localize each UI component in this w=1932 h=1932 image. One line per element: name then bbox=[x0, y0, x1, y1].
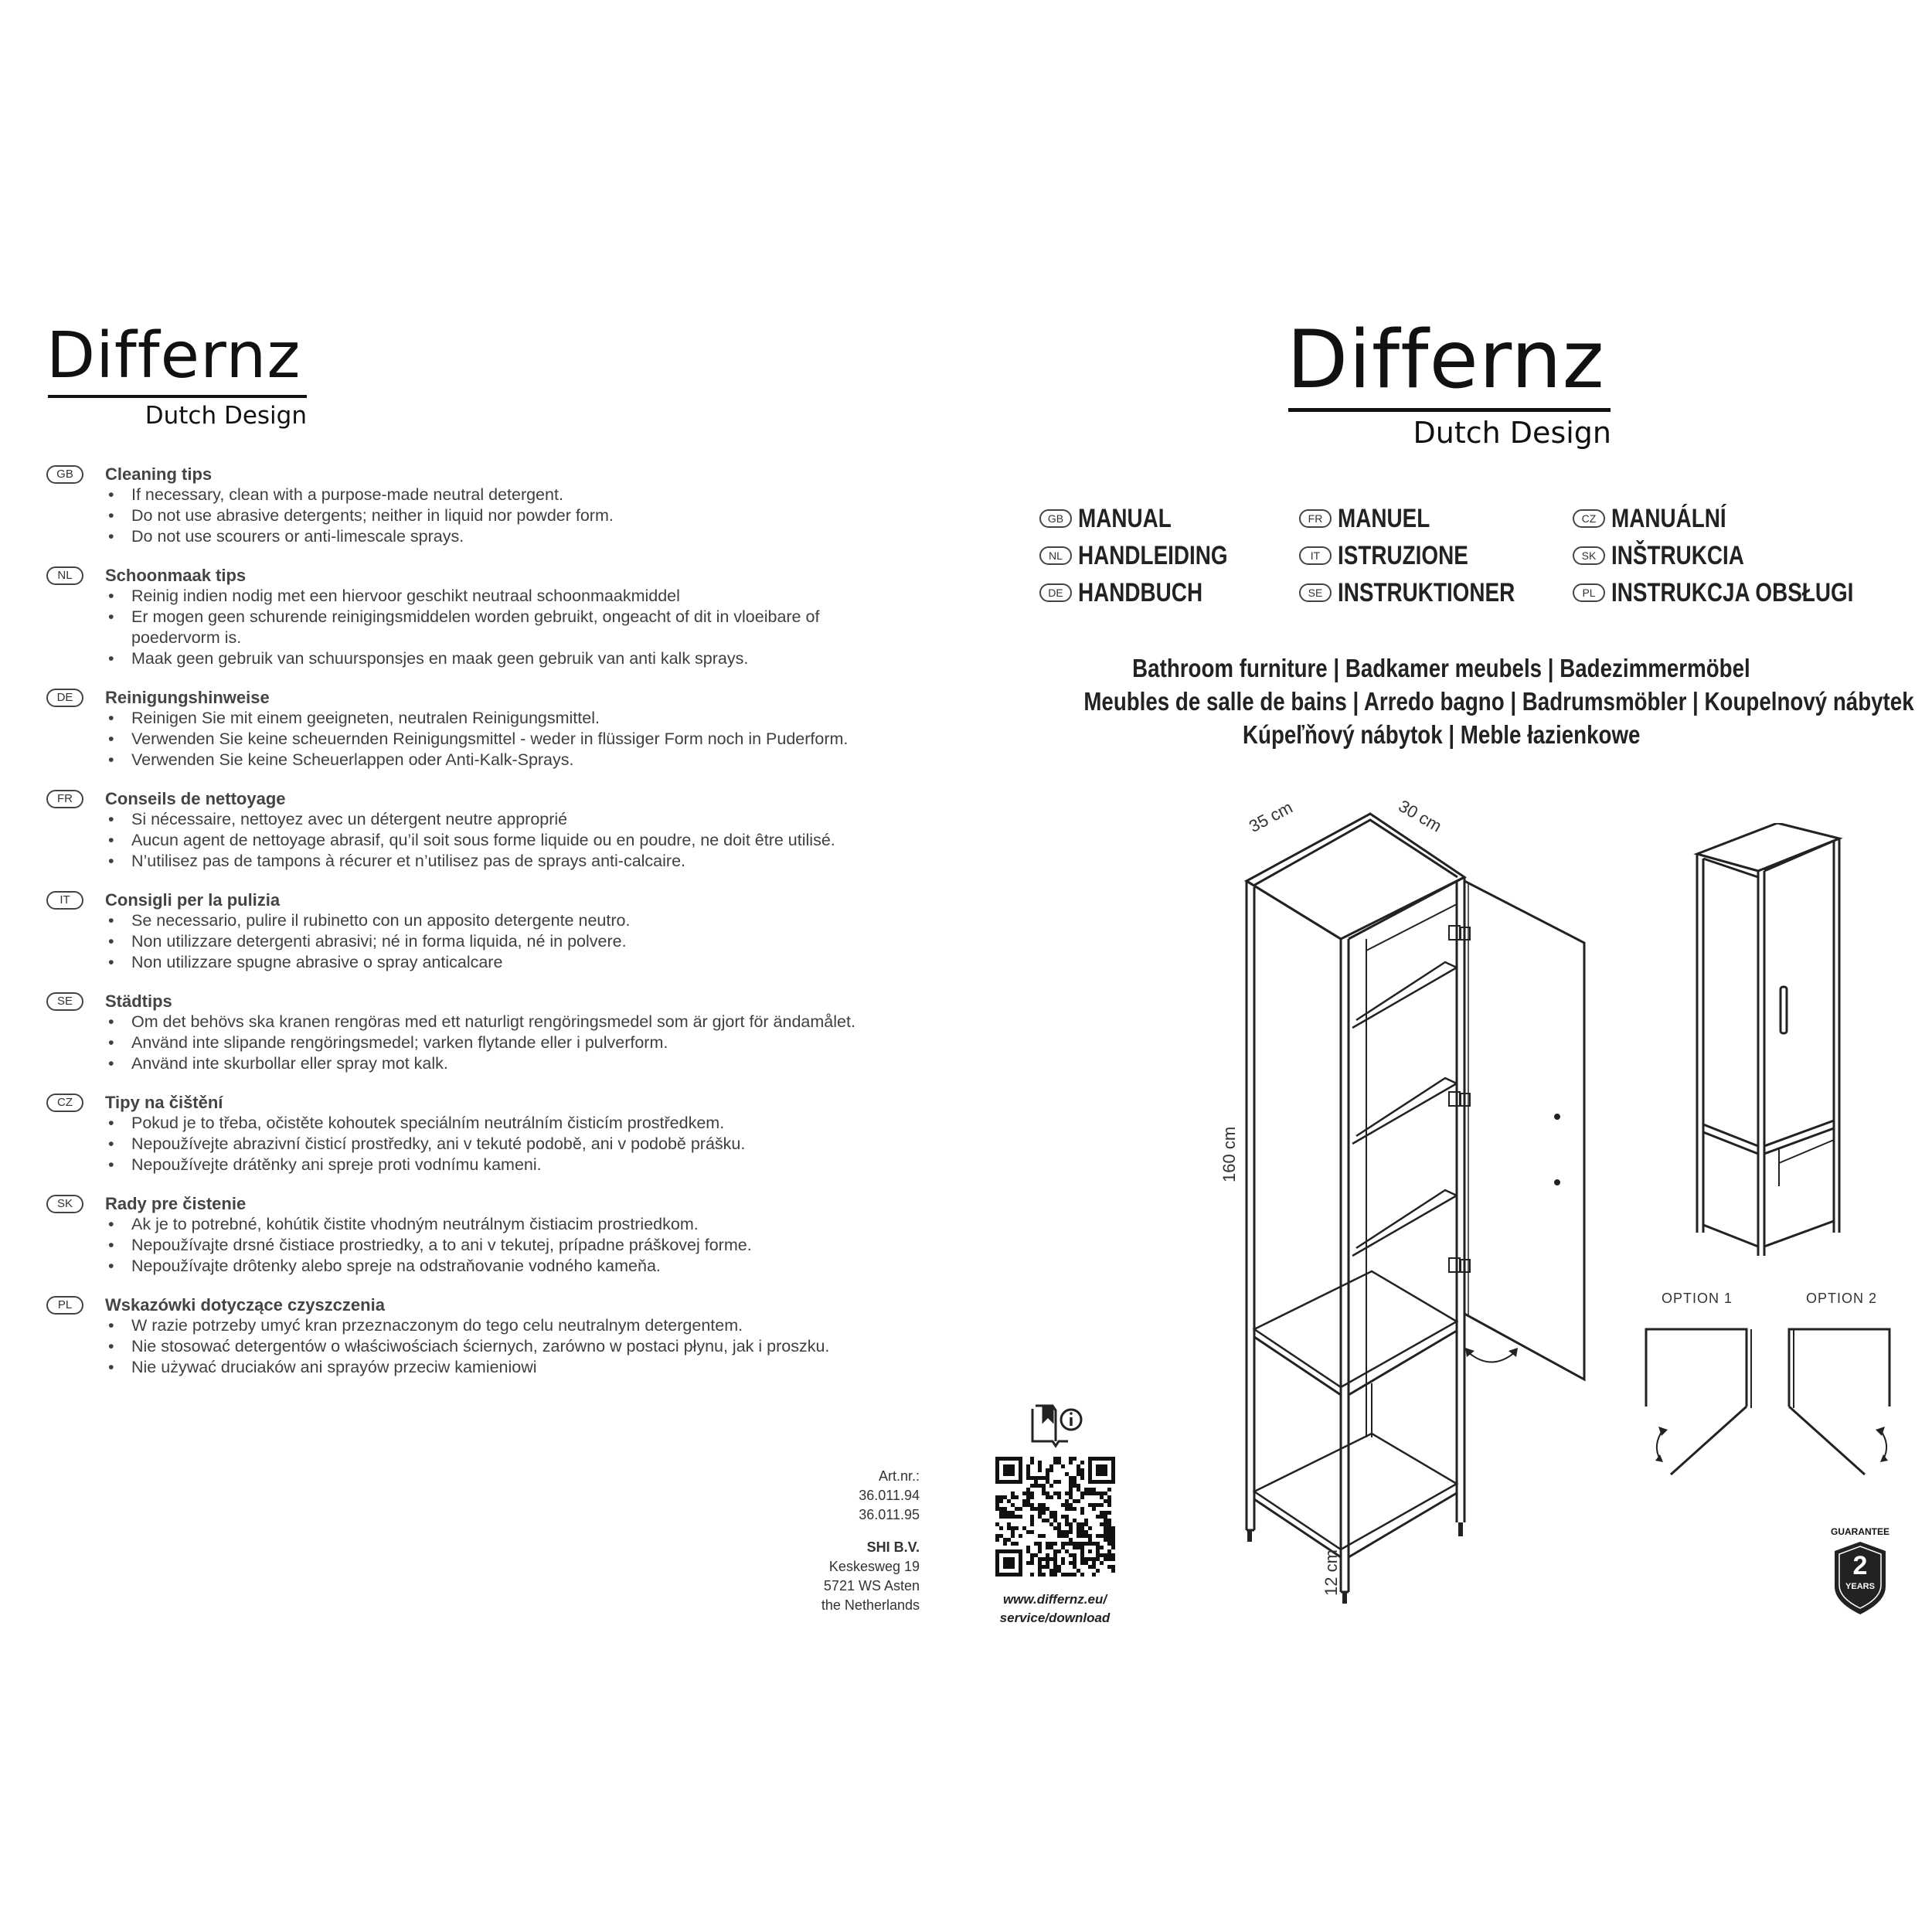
option-1-label: OPTION 1 bbox=[1662, 1291, 1733, 1306]
logo-rule bbox=[48, 395, 307, 398]
company-country: the Netherlands bbox=[821, 1597, 920, 1613]
language-badge: CZ bbox=[46, 1094, 83, 1112]
logo-wordmark: Differnz bbox=[1287, 314, 1605, 406]
cleaning-tip-item: • Se necessario, pulire il rubinetto con un apposito detergente neutro. bbox=[105, 910, 896, 931]
manual-label: MANUAL bbox=[1078, 503, 1172, 533]
cleaning-tip-item: • Non utilizzare spugne abrasive o spray anticalcare bbox=[105, 952, 896, 973]
cleaning-tip-list bbox=[105, 1214, 896, 1277]
manual-title bbox=[1039, 539, 1260, 572]
cleaning-tip-list bbox=[105, 910, 896, 973]
cleaning-tip-section bbox=[46, 991, 896, 1074]
manual-label: MANUÁLNÍ bbox=[1611, 503, 1726, 533]
cleaning-tip-section bbox=[46, 687, 896, 770]
dimension-leg: 12 cm bbox=[1321, 1549, 1341, 1596]
cleaning-tip-item: • Non utilizzare detergenti abrasivi; né in forma liquida, né in polvere. bbox=[105, 931, 896, 952]
product-category-line: Meubles de salle de bains | Arredo bagno | Badrumsmöbler | Koupelnový nábytek bbox=[1083, 687, 1914, 716]
company-name: SHI B.V. bbox=[866, 1539, 920, 1555]
cleaning-tip-list bbox=[105, 1315, 896, 1378]
cleaning-tip-title: Cleaning tips bbox=[105, 464, 213, 484]
cleaning-tip-item: • Maak geen gebruik van schuursponsjes en maak geen gebruik van anti kalk sprays. bbox=[105, 648, 896, 669]
cleaning-tip-item: • Nepoužívejte drátěnky ani spreje proti vodnímu kameni. bbox=[105, 1155, 896, 1175]
cleaning-tip-item: • Använd inte skurbollar eller spray mot kalk. bbox=[105, 1053, 896, 1074]
language-badge: CZ bbox=[1573, 509, 1605, 528]
language-badge: SE bbox=[1299, 583, 1332, 602]
logo-tagline: Dutch Design bbox=[145, 402, 307, 430]
manual-label: INSTRUKTIONER bbox=[1338, 577, 1515, 607]
cleaning-tip-item: • N’utilisez pas de tampons à récurer et n’utilisez pas de sprays anti-calcaire. bbox=[105, 851, 896, 872]
cleaning-tips bbox=[46, 464, 896, 1396]
cleaning-tip-list bbox=[105, 708, 896, 770]
guarantee-badge bbox=[1830, 1526, 1890, 1617]
cleaning-tip-item: • Verwenden Sie keine scheuernden Reinigungsmittel - weder in flüssiger Form noch in Puderform. bbox=[105, 729, 896, 750]
manual-title bbox=[1573, 539, 1774, 572]
company-city: 5721 WS Asten bbox=[823, 1578, 920, 1594]
service-url[interactable] bbox=[981, 1590, 1128, 1628]
cleaning-tip-title: Consigli per la pulizia bbox=[105, 890, 281, 910]
language-badge: PL bbox=[1573, 583, 1605, 602]
handle-icon bbox=[1781, 987, 1787, 1033]
cleaning-tip-section bbox=[46, 464, 896, 547]
cabinet-open-drawing bbox=[1206, 796, 1607, 1631]
cleaning-tip-list bbox=[105, 809, 896, 872]
cleaning-tip-title: Rady pre čistenie bbox=[105, 1194, 247, 1213]
cleaning-tip-item: • Reinigen Sie mit einem geeigneten, neutralen Reinigungsmittel. bbox=[105, 708, 896, 729]
cleaning-tip-item: • Aucun agent de nettoyage abrasif, qu’il soit sous forme liquide ou en poudre, ne doit être utilisé. bbox=[105, 830, 896, 851]
logo-tagline: Dutch Design bbox=[1413, 416, 1611, 450]
manual-label: MANUEL bbox=[1338, 503, 1430, 533]
language-badge: FR bbox=[46, 790, 83, 808]
service-url-line[interactable]: www.differnz.eu/ bbox=[1002, 1592, 1107, 1607]
cleaning-tip-item: • Nie stosować detergentów o właściwościach ściernych, zarówno w postaci płynu, jak i proszku. bbox=[105, 1336, 896, 1357]
cleaning-tip-item: • Do not use scourers or anti-limescale sprays. bbox=[105, 526, 896, 547]
company-address bbox=[821, 1538, 920, 1615]
article-numbers bbox=[859, 1467, 920, 1525]
guarantee-years: 2 bbox=[1852, 1551, 1868, 1580]
manual-label: INSTRUKCJA OBSŁUGI bbox=[1611, 577, 1854, 607]
cleaning-tip-item: • Verwenden Sie keine Scheuerlappen oder Anti-Kalk-Sprays. bbox=[105, 750, 896, 770]
option-1-diagram bbox=[1638, 1321, 1762, 1476]
manual-title bbox=[1039, 502, 1192, 535]
qr-code[interactable] bbox=[995, 1457, 1115, 1577]
manual-title bbox=[1039, 577, 1230, 609]
cleaning-tip-item: • Nepoužívejte abrazivní čisticí prostředky, ani v tekuté podobě, ani v podobě prášku. bbox=[105, 1134, 896, 1155]
manual-title bbox=[1299, 502, 1450, 535]
manual-label: HANDLEIDING bbox=[1078, 540, 1228, 570]
language-badge: IT bbox=[46, 891, 83, 910]
language-badge: DE bbox=[1039, 583, 1072, 602]
language-badge: SK bbox=[1573, 546, 1605, 565]
cleaning-tip-list bbox=[105, 485, 896, 547]
cleaning-tip-item: • Si nécessaire, nettoyez avec un détergent neutre approprié bbox=[105, 809, 896, 830]
dimension-depth: 35 cm bbox=[1246, 797, 1296, 837]
language-badge: IT bbox=[1299, 546, 1332, 565]
cleaning-tip-section bbox=[46, 1193, 896, 1277]
hinge-icon bbox=[1449, 926, 1470, 1272]
cleaning-tip-list bbox=[105, 1012, 896, 1074]
language-badge: GB bbox=[1039, 509, 1072, 528]
language-badge: PL bbox=[46, 1296, 83, 1315]
door-swing-arrow bbox=[1468, 1352, 1515, 1362]
manual-title bbox=[1299, 577, 1554, 609]
cleaning-tip-section bbox=[46, 889, 896, 973]
cabinet-closed-drawing bbox=[1685, 823, 1886, 1256]
cleaning-tip-list bbox=[105, 586, 896, 669]
guarantee-label: GUARANTEE bbox=[1830, 1526, 1889, 1537]
cleaning-tip-title: Wskazówki dotyczące czyszczenia bbox=[105, 1295, 385, 1315]
company-street: Keskesweg 19 bbox=[828, 1559, 920, 1574]
cleaning-tip-item: • Do not use abrasive detergents; neither in liquid nor powder form. bbox=[105, 505, 896, 526]
cleaning-tip-section bbox=[46, 1294, 896, 1378]
option-2-label: OPTION 2 bbox=[1806, 1291, 1878, 1306]
cleaning-tip-section bbox=[46, 1092, 896, 1175]
cleaning-tip-list bbox=[105, 1113, 896, 1175]
cleaning-tip-section bbox=[46, 788, 896, 872]
guarantee-unit: YEARS bbox=[1845, 1582, 1875, 1591]
cleaning-tip-item: • Nepoužívajte drsné čistiace prostriedky, a to ani v tekutej, prípadne práškovej forme. bbox=[105, 1235, 896, 1256]
language-badge: NL bbox=[46, 566, 83, 585]
cabinet-door bbox=[1464, 881, 1584, 1379]
dimension-width: 30 cm bbox=[1395, 796, 1445, 836]
manual-title bbox=[1573, 502, 1751, 535]
cleaning-tip-title: Tipy na čištění bbox=[105, 1093, 223, 1112]
logo-wordmark: Differnz bbox=[46, 319, 301, 393]
article-number: 36.011.95 bbox=[859, 1507, 920, 1522]
language-badge: NL bbox=[1039, 546, 1072, 565]
cleaning-tip-item: • Reinig indien nodig met een hiervoor geschikt neutraal schoonmaakmiddel bbox=[105, 586, 896, 607]
manual-book-icon bbox=[1028, 1403, 1083, 1449]
article-number: 36.011.94 bbox=[859, 1488, 920, 1503]
language-badge: SE bbox=[46, 992, 83, 1011]
option-2-diagram bbox=[1781, 1321, 1905, 1476]
manual-label: HANDBUCH bbox=[1078, 577, 1203, 607]
language-badge: DE bbox=[46, 689, 83, 707]
cleaning-tip-item: • Använd inte slipande rengöringsmedel; varken flytande eller i pulverform. bbox=[105, 1032, 896, 1053]
logo-right bbox=[1287, 314, 1619, 452]
service-url-line[interactable]: service/download bbox=[999, 1611, 1111, 1625]
product-category-line: Kúpeľňový nábytok | Meble łazienkowe bbox=[1242, 720, 1641, 749]
cleaning-tip-item: • Nepoužívajte drôtenky alebo spreje na odstraňovanie vodného kameňa. bbox=[105, 1256, 896, 1277]
cleaning-tip-item: • Er mogen geen schurende reinigingsmiddelen worden gebruikt, ongeacht of dit in vloeibare of poedervorm is. bbox=[105, 607, 896, 648]
manual-title bbox=[1299, 539, 1497, 572]
dimension-height: 160 cm bbox=[1219, 1126, 1239, 1182]
manual-label: ISTRUZIONE bbox=[1338, 540, 1468, 570]
cleaning-tip-item: • If necessary, clean with a purpose-made neutral detergent. bbox=[105, 485, 896, 505]
cleaning-tip-title: Städtips bbox=[105, 992, 172, 1011]
cleaning-tip-section bbox=[46, 565, 896, 669]
cleaning-tip-title: Reinigungshinweise bbox=[105, 688, 270, 707]
cleaning-tip-item: • Om det behövs ska kranen rengöras med ett naturligt rengöringsmedel som är gjort för ändamålet. bbox=[105, 1012, 896, 1032]
cleaning-tip-item: • Nie używać druciaków ani sprayów przeciw kamieniowi bbox=[105, 1357, 896, 1378]
logo-left bbox=[46, 319, 313, 433]
cleaning-tip-item: • W razie potrzeby umyć kran przeznaczonym do tego celu neutralnym detergentem. bbox=[105, 1315, 896, 1336]
cleaning-tip-title: Conseils de nettoyage bbox=[105, 789, 286, 808]
language-badge: GB bbox=[46, 465, 83, 484]
manual-label: INŠTRUKCIA bbox=[1611, 540, 1744, 570]
manual-title bbox=[1573, 577, 1906, 609]
cleaning-tip-item: • Pokud je to třeba, očistěte kohoutek speciálním neutrálním čisticím prostředkem. bbox=[105, 1113, 896, 1134]
product-category-line: Bathroom furniture | Badkamer meubels | Badezimmermöbel bbox=[1132, 654, 1750, 682]
language-badge: FR bbox=[1299, 509, 1332, 528]
article-label: Art.nr.: bbox=[878, 1468, 920, 1484]
cleaning-tip-item: • Ak je to potrebné, kohútik čistite vhodným neutrálnym čistiacim prostriedkom. bbox=[105, 1214, 896, 1235]
logo-rule bbox=[1288, 408, 1611, 412]
manual-titles bbox=[1039, 502, 1889, 626]
cleaning-tip-title: Schoonmaak tips bbox=[105, 566, 247, 585]
language-badge: SK bbox=[46, 1195, 83, 1213]
